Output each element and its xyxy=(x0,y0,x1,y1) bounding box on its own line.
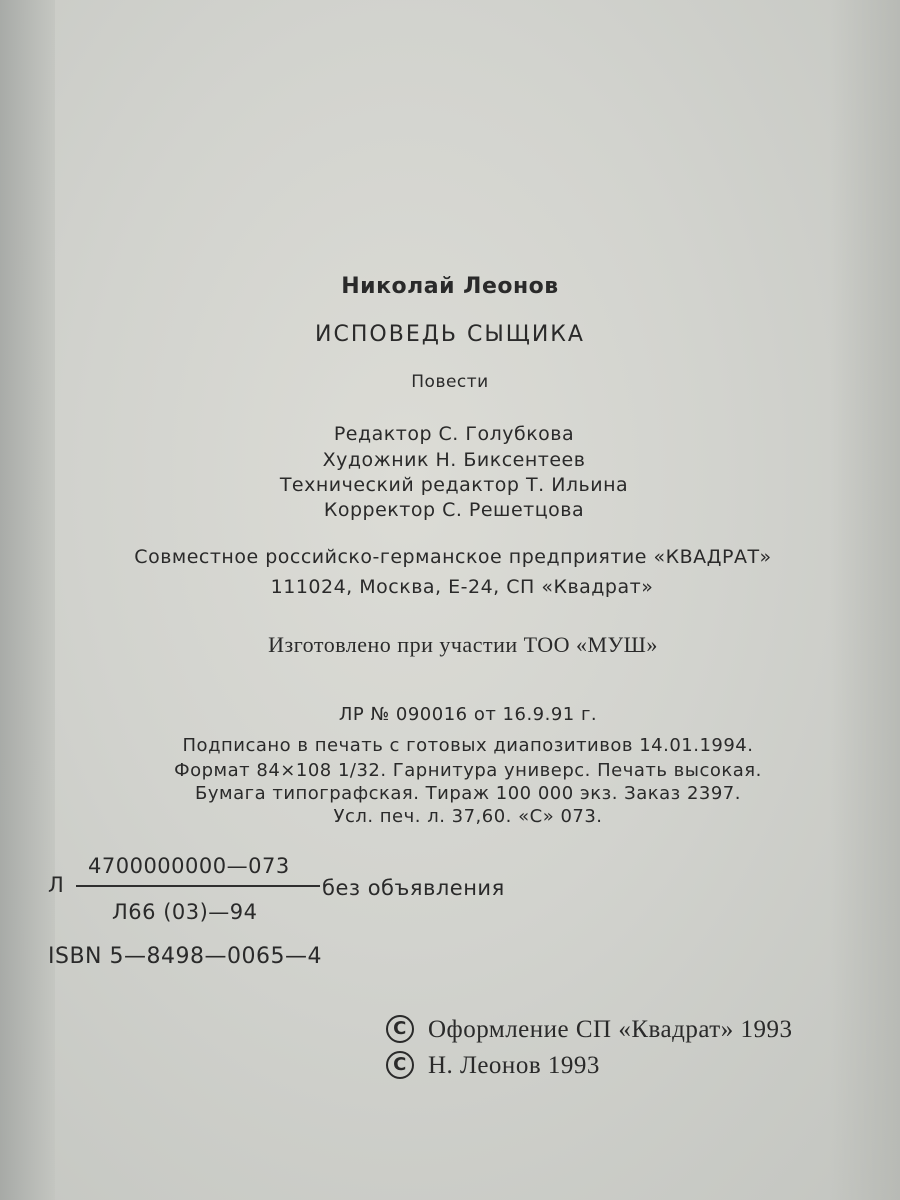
fraction-divider xyxy=(76,885,320,887)
copyright-author xyxy=(386,1051,600,1080)
genre-label: Повести xyxy=(411,372,489,392)
copyright-author-text: Н. Леонов 1993 xyxy=(428,1052,600,1079)
print-signed-line: Подписано в печать с готовых диапозитивов 14.01.1994. xyxy=(182,735,754,756)
license-number: ЛР № 090016 от 16.9.91 г. xyxy=(338,704,598,725)
book-title: ИСПОВЕДЬ СЫЩИКА xyxy=(315,322,585,347)
page-edge-shadow-right xyxy=(830,0,900,1200)
format-line: Формат 84×108 1/32. Гарнитура универс. Печать высокая. xyxy=(174,760,762,781)
publisher-name: Совместное российско-германское предприятие «КВАДРАТ» xyxy=(134,546,772,568)
publisher-address: 111024, Москва, Е-24, СП «Квадрат» xyxy=(270,576,654,598)
classification-letter: Л xyxy=(48,873,65,897)
no-announcement-note: без объявления xyxy=(322,876,505,900)
credit-editor: Редактор С. Голубкова xyxy=(333,423,575,445)
classification-numerator: 4700000000—073 xyxy=(88,854,290,878)
copyright-icon: C xyxy=(386,1051,414,1079)
sheets-line: Усл. печ. л. 37,60. «С» 073. xyxy=(333,806,603,827)
credit-tech-editor: Технический редактор Т. Ильина xyxy=(279,474,629,496)
paper-circulation-line: Бумага типографская. Тираж 100 000 экз. Заказ 2397. xyxy=(195,783,741,804)
author-name: Николай Леонов xyxy=(341,274,559,299)
page-edge-shadow xyxy=(0,0,55,1200)
made-with-note: Изготовлено при участии ТОО «МУШ» xyxy=(268,632,658,657)
copyright-icon: C xyxy=(386,1015,414,1043)
credit-proofreader: Корректор С. Решетцова xyxy=(323,499,585,521)
copyright-design xyxy=(386,1015,792,1044)
classification-denominator: Л66 (03)—94 xyxy=(112,900,258,924)
copyright-design-text: Оформление СП «Квадрат» 1993 xyxy=(428,1016,793,1043)
credit-artist: Художник Н. Биксентеев xyxy=(322,449,586,471)
isbn-number: ISBN 5—8498—0065—4 xyxy=(48,944,322,969)
